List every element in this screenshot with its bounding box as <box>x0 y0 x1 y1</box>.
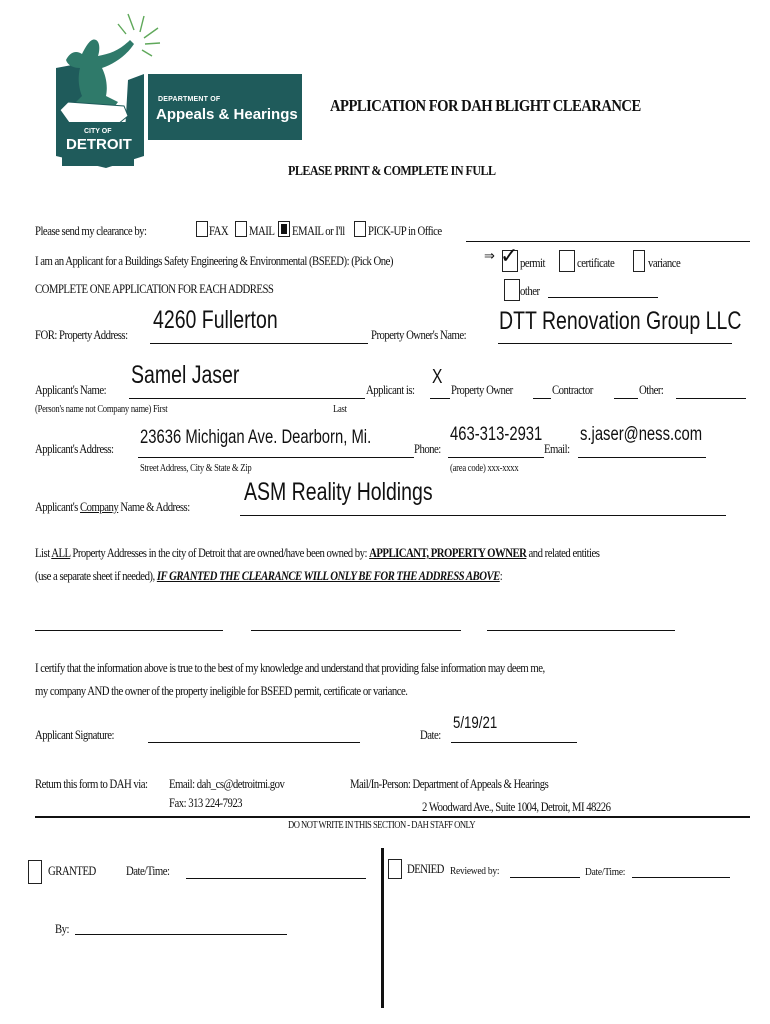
list-all-post: and related entities <box>528 546 600 560</box>
email-value[interactable]: s.jaser@ness.com <box>580 424 703 445</box>
applicant-last-note: Last <box>333 404 347 415</box>
permit-check-icon: ✓ <box>500 244 519 269</box>
applicant-name-note: (Person's name not Company name) First <box>35 404 168 415</box>
granted-date-time-line[interactable] <box>186 878 366 879</box>
denied-label: DENIED <box>407 862 444 876</box>
email-line <box>578 457 706 458</box>
property-owner-value[interactable]: DTT Renovation Group LLC <box>499 307 742 335</box>
phone-line <box>448 457 544 458</box>
other-choice-line[interactable] <box>614 398 638 399</box>
list-all-all: ALL <box>51 546 71 560</box>
certify-line2: my company AND the owner of the property ineligible for BSEED permit, certificate or variance. <box>35 684 408 698</box>
list-all-pre: List <box>35 546 50 560</box>
applicant-type-label: I am an Applicant for a Buildings Safety Engineering & Environmental (BSEED): (Pick One) <box>35 254 393 268</box>
applicant-name-label: Applicant's Name: <box>35 383 107 397</box>
applicant-name-line <box>129 398 365 399</box>
return-fax: Fax: 313 224-7923 <box>169 796 243 810</box>
denied-date-time-line[interactable] <box>632 877 730 878</box>
list-all-mid: Property Addresses in the city of Detroit that are owned/have been owned by: <box>72 546 367 560</box>
send-by-label: Please send my clearance by: <box>35 224 147 238</box>
property-address-label: FOR: Property Address: <box>35 328 128 342</box>
certify-line1: I certify that the information above is true to the best of my knowledge and understand that providing false information may deem me, <box>35 661 545 675</box>
company-value[interactable]: ASM Reality Holdings <box>244 478 433 506</box>
company-label <box>35 500 190 515</box>
other-type-checkbox[interactable] <box>504 279 520 301</box>
list-all-line2-pre: (use a separate sheet if needed), <box>35 569 155 583</box>
by-label: By: <box>55 922 69 936</box>
reviewed-by-label: Reviewed by: <box>450 865 500 877</box>
phone-value[interactable]: 463-313-2931 <box>450 424 543 445</box>
staff-section-header: DO NOT WRITE IN THIS SECTION - DAH STAFF ONLY <box>288 820 476 831</box>
applicant-is-x-mark: X <box>432 366 443 388</box>
one-application-note: COMPLETE ONE APPLICATION FOR EACH ADDRESS <box>35 282 274 296</box>
date-value[interactable]: 5/19/21 <box>453 713 498 732</box>
list-all-line2 <box>35 569 502 584</box>
owned-address-line-1[interactable] <box>35 630 223 631</box>
email-label: EMAIL or I'll <box>292 224 345 238</box>
denied-date-time-label: Date/Time: <box>585 866 626 878</box>
applicant-name-value[interactable]: Samel Jaser <box>131 361 240 389</box>
signature-label: Applicant Signature: <box>35 728 114 742</box>
list-all-applicant-owner: APPLICANT, PROPERTY OWNER <box>369 546 527 560</box>
pickup-label: PICK-UP in Office <box>368 224 442 238</box>
applicant-address-line <box>138 457 414 458</box>
return-email: Email: dah_cs@detroitmi.gov <box>169 777 285 791</box>
company-label-pre: Applicant's <box>35 500 78 514</box>
return-address: 2 Woodward Ave., Suite 1004, Detroit, MI 48226 <box>422 800 611 814</box>
reviewed-by-line[interactable] <box>510 877 580 878</box>
list-all-line1 <box>35 546 599 561</box>
granted-date-time-label: Date/Time: <box>126 864 170 878</box>
company-label-underlined: Company <box>80 500 119 514</box>
property-owner-label: Property Owner's Name: <box>371 328 467 342</box>
variance-checkbox[interactable] <box>633 250 645 272</box>
applicant-is-label: Applicant is: <box>366 383 415 397</box>
contractor-choice: Contractor <box>552 383 593 397</box>
staff-divider <box>381 848 384 1008</box>
street-address-note: Street Address, City & State & Zip <box>140 463 252 474</box>
mail-checkbox[interactable] <box>235 221 247 237</box>
property-owner-choice-line[interactable] <box>430 398 450 399</box>
return-label: Return this form to DAH via: <box>35 777 148 791</box>
dah-logo <box>48 10 304 170</box>
phone-label: Phone: <box>414 442 441 456</box>
property-owner-line <box>498 343 732 344</box>
granted-label: GRANTED <box>48 864 96 878</box>
email-checkbox-fill <box>281 224 287 234</box>
by-line[interactable] <box>75 934 287 935</box>
permit-label: permit <box>520 256 545 270</box>
list-all-line2-bold: IF GRANTED THE CLEARANCE WILL ONLY BE FOR THE ADDRESS ABOVE <box>156 569 500 583</box>
other-type-label: other <box>520 284 540 298</box>
form-subtitle: PLEASE PRINT & COMPLETE IN FULL <box>288 164 496 179</box>
logo-dept-name: Appeals & Hearings <box>156 106 298 123</box>
property-address-line <box>150 343 368 344</box>
logo-city-of: CITY OF <box>84 128 112 135</box>
company-line <box>240 515 726 516</box>
owned-address-line-2[interactable] <box>251 630 461 631</box>
certificate-checkbox[interactable] <box>559 250 575 272</box>
granted-checkbox[interactable] <box>28 860 42 884</box>
applicant-address-label: Applicant's Address: <box>35 442 114 456</box>
fax-checkbox[interactable] <box>196 221 208 237</box>
denied-checkbox[interactable] <box>388 859 402 879</box>
email-checkbox[interactable] <box>278 221 290 237</box>
other-choice-text-line[interactable] <box>676 398 746 399</box>
owned-address-line-3[interactable] <box>487 630 675 631</box>
send-row-rule <box>466 241 750 242</box>
other-type-line[interactable] <box>548 297 658 298</box>
form-title: APPLICATION FOR DAH BLIGHT CLEARANCE <box>330 96 641 115</box>
date-label: Date: <box>420 728 441 742</box>
list-all-line2-post: : <box>499 569 503 583</box>
property-owner-choice: Property Owner <box>451 383 513 397</box>
date-line <box>451 742 577 743</box>
pickup-checkbox[interactable] <box>354 221 366 237</box>
certificate-label: certificate <box>577 256 615 270</box>
return-mail-label: Mail/In-Person: Department of Appeals & Hearings <box>350 777 549 791</box>
contractor-choice-line[interactable] <box>533 398 551 399</box>
signature-line[interactable] <box>148 742 360 743</box>
phone-note: (area code) xxx-xxxx <box>450 463 519 474</box>
applicant-address-value[interactable]: 23636 Michigan Ave. Dearborn, Mi. <box>140 427 372 448</box>
pick-arrow-icon: ⇒ <box>484 248 495 263</box>
property-address-value[interactable]: 4260 Fullerton <box>153 306 278 334</box>
company-label-post: Name & Address: <box>120 500 190 514</box>
email-field-label: Email: <box>544 442 570 456</box>
staff-section-rule <box>35 816 750 818</box>
logo-dept-small: DEPARTMENT OF <box>158 96 221 103</box>
variance-label: variance <box>648 256 681 270</box>
fax-label: FAX <box>209 224 229 238</box>
logo-city: DETROIT <box>66 136 132 153</box>
mail-label: MAIL <box>249 224 275 238</box>
other-choice: Other: <box>639 383 664 397</box>
